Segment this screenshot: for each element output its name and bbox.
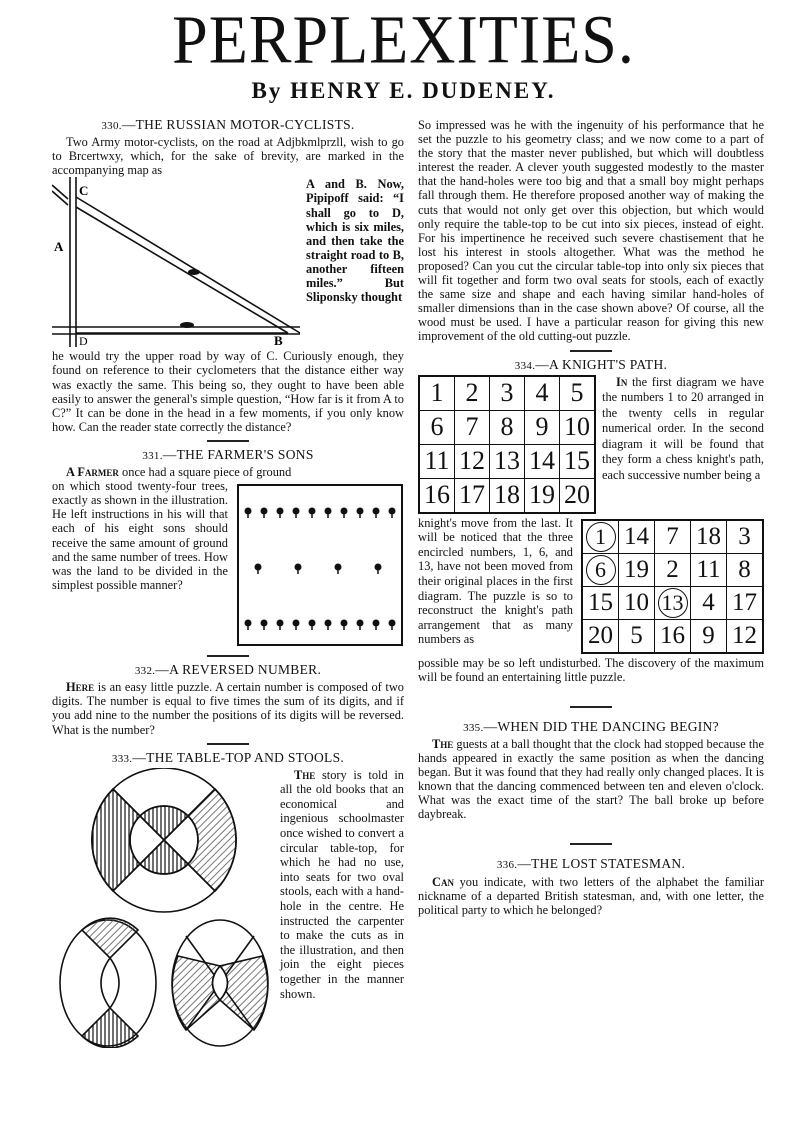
divider — [570, 350, 612, 352]
puzzle-text: So impressed was he with the ingenuity of his performance that he set the puzzle to his geometry class; and we now come to a part of the story that the master never published, but which will doubtless interest the reader. A clever youth suggested modestly to the master that the hand-holes were too big and that a small boy might perhaps fall through them. He therefore proposed another way of making the cuts that would not only get over this objection, but which would only require the table-top to be cut into six pieces, instead of eight. For his impertinence he received such severe chastisement that he lost his interest in stools altogether. What was the method he proposed? Can you cut the circular table-top into only six pieces that will fit together and form two oval seats for stools, each of exactly the same size and shape and each having similar hand-holes of smaller dimensions than in the case shown above? Of course, all the wood must be used. I have a particular reason for giving this new improvement of the old cutting-out puzzle. — [418, 118, 764, 344]
puzzle-333: 333.—THE TABLE-TOP AND STOOLS. The story is told in all the old books that an economical and ingenious schoolmaster once wished to convert a circular table-top, for which he had no use, into seats for two oval stools, each with a hand-hole in the centre. He instructed the carpenter to make the cuts as in the illustration, and then join the eight pieces together in the manner shown. — [52, 751, 404, 1050]
grid-cell: 12 — [727, 619, 764, 653]
puzzle-text: he would try the upper road by way of C. Curiously enough, they found on reference to their cyclometers that the distance either way was exactly the same. This being so, they ought to have been able easily to answer the general's simple question, “How far is it from A to C?” It can be done in the head in a few moments, if you only know how. Can the reader state correctly the distance? — [52, 349, 404, 434]
map-label-c: C — [79, 183, 89, 199]
tree-icon — [325, 620, 332, 631]
tree-icon — [245, 508, 252, 519]
puzzle-heading: 335.—WHEN DID THE DANCING BEGIN? — [463, 718, 719, 734]
puzzle-heading: 331.—THE FARMER'S SONS — [142, 446, 314, 462]
puzzle-heading: 336.—THE LOST STATESMAN. — [496, 856, 686, 872]
grid-cell: 17 — [455, 478, 490, 513]
puzzle-330 — [52, 118, 404, 434]
tree-icon — [255, 564, 262, 575]
tree-icon — [277, 508, 284, 519]
grid-cell: 9 — [691, 619, 727, 653]
divider — [570, 706, 612, 708]
tree-icon — [373, 508, 380, 519]
map-label-b: B — [274, 333, 283, 348]
tree-icon — [357, 508, 364, 519]
grid-cell: 14 — [525, 444, 560, 478]
tree-icon — [341, 620, 348, 631]
puzzle-text: on which stood twenty-four trees, exactly as shown in the illustration. He left instructions in his will that each of his eight sons should receive the same amount of ground and the same number of trees. How was the land to be divided in the simplest possible manner? — [52, 479, 228, 592]
tree-icon — [341, 508, 348, 519]
grid-cell: 4 — [525, 376, 560, 411]
encircled-number: 13 — [658, 588, 688, 618]
grid-cell: 17 — [727, 586, 764, 619]
road-map-figure — [52, 177, 300, 347]
grid-cell: 1 — [419, 376, 455, 411]
table-top-figure — [52, 768, 274, 1048]
grid-row — [582, 553, 763, 586]
grid-cell: 19 — [619, 553, 655, 586]
grid-cell: 13 — [490, 444, 525, 478]
puzzle-heading: 333.—THE TABLE-TOP AND STOOLS. — [111, 749, 345, 765]
grid-cell: 18 — [691, 520, 727, 554]
encircled-number: 1 — [586, 522, 616, 552]
byline: By HENRY E. DUDENEY. — [251, 78, 556, 103]
grid-cell: 8 — [727, 553, 764, 586]
grid-row — [582, 520, 763, 554]
puzzle-heading: 334.—A KNIGHT'S PATH. — [514, 356, 668, 372]
grid-cell: 2 — [655, 553, 691, 586]
grid-cell: 2 — [455, 376, 490, 411]
grid-cell: 20 — [560, 478, 596, 513]
puzzle-text: knight's move from the last. It will be noticed that the three encircled numbers, 1, 6, and 13, have not been moved from their original places in the first diagram. The puzzle is so to reconstruct the knight's path arrangement that as many numbers as — [418, 515, 573, 647]
grid-row — [419, 410, 595, 444]
grid-cell: 4 — [691, 586, 727, 619]
divider — [207, 743, 249, 745]
grid-cell — [582, 520, 619, 554]
grid-row — [419, 376, 595, 411]
puzzle-332: 332.—A REVERSED NUMBER. Here is an easy little puzzle. A certain number is composed of two digits. The number is equal to five times the sum of its digits, and if you add nine to the number the positions of its digits will be reversed. What is the number? — [52, 662, 404, 737]
map-label-d: D — [79, 334, 88, 348]
tree-icon — [335, 564, 342, 575]
puzzle-text: A and B. Now, Pipipoff said: “I shall go to D, which is six miles, and then take the straight road to B, another fifteen miles.” But Sliponsky thought — [306, 177, 404, 305]
grid-row — [582, 586, 763, 619]
tree-icon — [375, 564, 382, 575]
tree-icon — [261, 620, 268, 631]
tree-icon — [325, 508, 332, 519]
grid-cell: 18 — [490, 478, 525, 513]
grid-row — [419, 478, 595, 513]
number-grid-first — [418, 375, 596, 514]
grid-cell: 11 — [419, 444, 455, 478]
grid-row — [582, 619, 763, 653]
tree-icon — [357, 620, 364, 631]
grid-cell: 3 — [727, 520, 764, 554]
puzzle-heading: 330.—THE RUSSIAN MOTOR-CYCLISTS. — [101, 117, 355, 132]
tree-icon — [309, 620, 316, 631]
grid-cell: 11 — [691, 553, 727, 586]
grid-cell: 3 — [490, 376, 525, 411]
grid-cell — [582, 553, 619, 586]
grid-cell: 12 — [455, 444, 490, 478]
grid-cell: 19 — [525, 478, 560, 513]
tree-field — [236, 483, 404, 647]
road-map — [52, 177, 300, 347]
grid-cell: 7 — [655, 520, 691, 554]
grid-cell: 16 — [655, 619, 691, 653]
grid-cell: 7 — [455, 410, 490, 444]
grid-cell: 6 — [419, 410, 455, 444]
page-title: PERPLEXITIES. — [172, 1, 635, 78]
tree-field-figure — [236, 483, 404, 647]
grid-cell: 5 — [619, 619, 655, 653]
grid-cell: 5 — [560, 376, 596, 411]
map-label-a: A — [54, 239, 64, 255]
divider — [207, 655, 249, 657]
grid-cell — [655, 586, 691, 619]
tree-icon — [389, 508, 396, 519]
tree-icon — [309, 508, 316, 519]
divider — [570, 843, 612, 845]
grid-cell: 15 — [560, 444, 596, 478]
grid-cell: 10 — [560, 410, 596, 444]
tree-icon — [293, 508, 300, 519]
grid-cell: 8 — [490, 410, 525, 444]
left-column — [52, 118, 404, 1050]
number-grid-knight-path — [581, 519, 764, 654]
tree-icon — [293, 620, 300, 631]
tree-icon — [261, 508, 268, 519]
puzzle-331: 331.—THE FARMER'S SONS A Farmer once had a square piece of ground on which stood twenty-four trees, exactly as shown in the illustration. He left instructions in his will that each of his eight sons should receive the same amount of ground and the same number of trees. How was the land to be divided in the simplest possible manner? — [52, 448, 404, 649]
grid-cell: 15 — [582, 586, 619, 619]
tree-icon — [389, 620, 396, 631]
tree-icon — [277, 620, 284, 631]
table-top-diagram — [52, 768, 274, 1048]
tree-icon — [295, 564, 302, 575]
puzzle-334: 334.—A KNIGHT'S PATH. 1 2 3 4 5 6 7 8 9 10 11 12 13 14 15 16 17 18 19 20 In the first diagram we have the numbers 1 to 20 arranged in the twenty cells in regular numerical order. In the second diagram it will be found that they form a chess knight's path, each successive number being a 1 14 7 18 3 6 19 2 11 8 15 10 13 4 17 20 5 16 9 12 knight's move from the last. It will be noticed that the three encircled numbers, 1, 6, and 13, have not been moved from their original places in the first diagram. The puzzle is so to reconstruct the knight's path arrangement that as many numbers as possible may be so left undisturbed. The discovery of the maximum will be found an entertaining little puzzle. — [418, 356, 765, 684]
grid-cell: 10 — [619, 586, 655, 619]
puzzle-text: Two Army motor-cyclists, on the road at Adjbkmlprzll, wish to go to Brcertwxy, which, for the sake of brevity, are marked in the accompanying map as — [52, 135, 404, 178]
puzzle-335: 335.—WHEN DID THE DANCING BEGIN? The guests at a ball thought that the clock had stopped because the hands appeared in exactly the same position as when the dancing began. But it was found that they had really only changed places. It is known that the dancing commenced between ten and eleven o'clock. What was the exact time of the start? The ball broke up before daybreak. — [418, 718, 764, 822]
motorcyclist-icon — [180, 322, 194, 328]
puzzle-text: possible may be so left undisturbed. The discovery of the maximum will be found an entertaining little puzzle. — [418, 655, 764, 684]
grid-cell: 14 — [619, 520, 655, 554]
grid-cell: 20 — [582, 619, 619, 653]
tree-icon — [245, 620, 252, 631]
puzzle-heading: 332.—A REVERSED NUMBER. — [134, 662, 322, 678]
divider — [207, 440, 249, 442]
puzzle-336: 336.—THE LOST STATESMAN. Can you indicate, with two letters of the alphabet the familiar nickname of a departed British statesman, and, with one letter, the political party to which he belonged? — [418, 856, 764, 917]
encircled-number: 6 — [586, 555, 616, 585]
grid-cell: 16 — [419, 478, 455, 513]
grid-row — [419, 444, 595, 478]
grid-cell: 9 — [525, 410, 560, 444]
tree-icon — [373, 620, 380, 631]
right-column — [418, 118, 764, 917]
motorcyclist-icon — [188, 269, 200, 275]
